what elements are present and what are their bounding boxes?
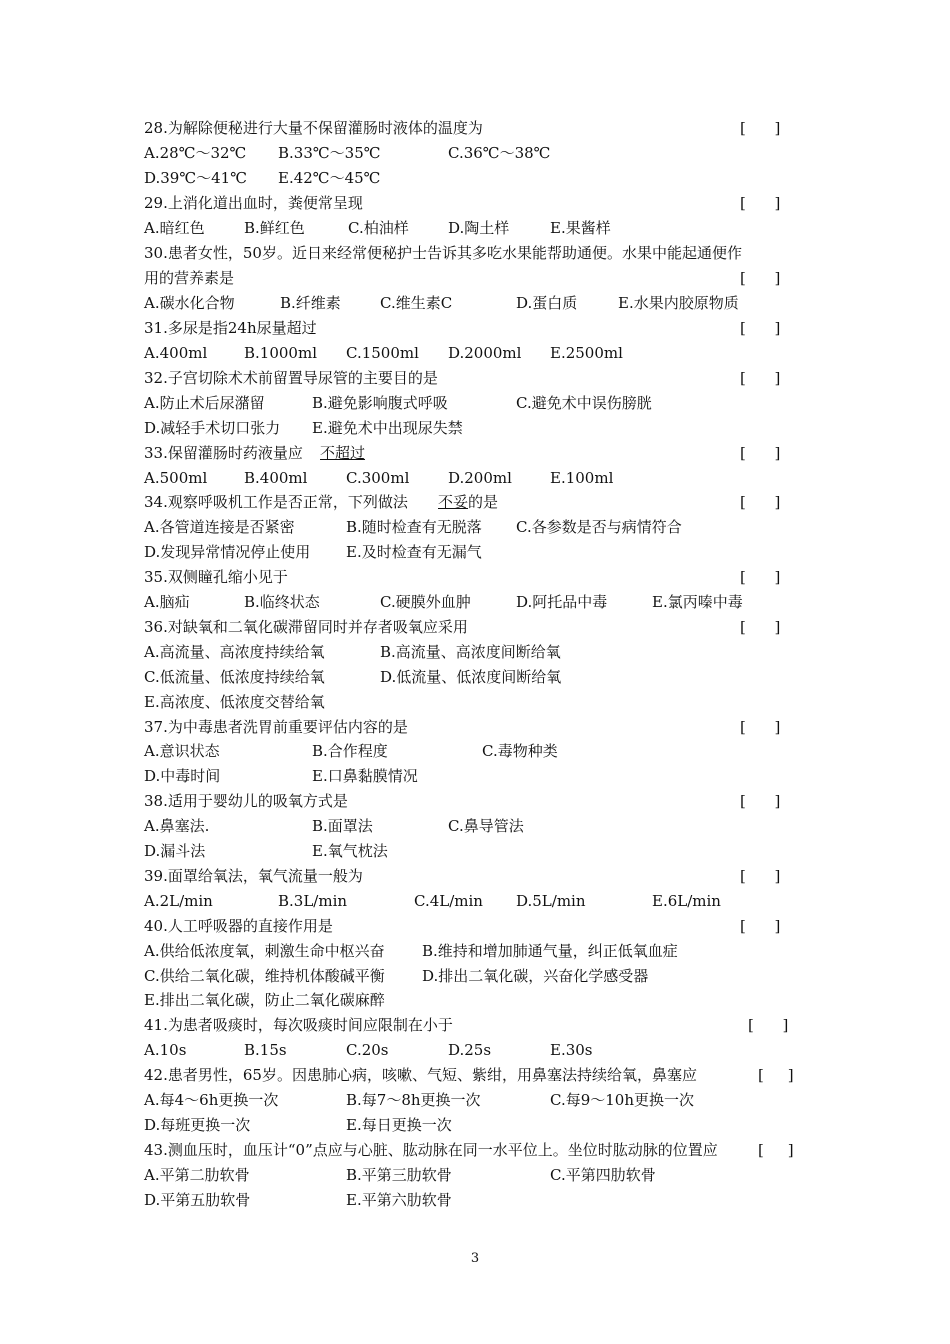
option: C.柏油样 bbox=[348, 219, 409, 237]
answer-bracket: [ ] bbox=[740, 867, 781, 885]
option: B.33℃～35℃ bbox=[278, 144, 381, 162]
option: E.避免术中出现尿失禁 bbox=[312, 419, 463, 437]
option: A.500ml bbox=[144, 469, 208, 487]
emphasis-underline: 不超过 bbox=[320, 444, 366, 462]
option: B.平第三肋软骨 bbox=[346, 1166, 452, 1184]
option: A.碳水化合物 bbox=[144, 294, 235, 312]
option: C.鼻导管法 bbox=[448, 817, 524, 835]
option: B.高流量、高浓度间断给氧 bbox=[380, 643, 561, 661]
option: B.3L/min bbox=[278, 892, 348, 910]
option: A.防止术后尿潴留 bbox=[144, 394, 265, 412]
option: E.果酱样 bbox=[550, 219, 611, 237]
option: C.每9～10h更换一次 bbox=[550, 1091, 695, 1109]
option: E.水果内胶原物质 bbox=[618, 294, 739, 312]
option: D.减轻手术切口张力 bbox=[144, 419, 281, 437]
option: D.每班更换一次 bbox=[144, 1116, 251, 1134]
option: B.400ml bbox=[244, 469, 308, 487]
option: B.每7～8h更换一次 bbox=[346, 1091, 481, 1109]
option: D.蛋白质 bbox=[516, 294, 578, 312]
answer-bracket: [ ] bbox=[758, 1066, 794, 1084]
option: C.低流量、低浓度持续给氧 bbox=[144, 668, 325, 686]
answer-bracket: [ ] bbox=[748, 1016, 789, 1034]
option: C.各参数是否与病情符合 bbox=[516, 518, 682, 536]
option: C.硬膜外血肿 bbox=[380, 593, 471, 611]
option: A.2L/min bbox=[144, 892, 213, 910]
option: B.纤维素 bbox=[280, 294, 341, 312]
option: E.及时检查有无漏气 bbox=[346, 543, 482, 561]
option: D.5L/min bbox=[516, 892, 586, 910]
option: A.平第二肋软骨 bbox=[144, 1166, 250, 1184]
option: B.避免影响腹式呼吸 bbox=[312, 394, 448, 412]
answer-bracket: [ ] bbox=[740, 194, 781, 212]
option: D.阿托品中毒 bbox=[516, 593, 608, 611]
option: C.1500ml bbox=[346, 344, 419, 362]
option: C.平第四肋软骨 bbox=[550, 1166, 656, 1184]
answer-bracket: [ ] bbox=[740, 493, 781, 511]
option: D.25s bbox=[448, 1041, 492, 1059]
option: A.10s bbox=[144, 1041, 187, 1059]
option: D.平第五肋软骨 bbox=[144, 1191, 251, 1209]
option: E.42℃～45℃ bbox=[278, 169, 381, 187]
option: D.发现异常情况停止使用 bbox=[144, 543, 311, 561]
option: C.4L/min bbox=[414, 892, 483, 910]
option: B.鲜红色 bbox=[244, 219, 305, 237]
option: A.意识状态 bbox=[144, 742, 220, 760]
option: A.高流量、高浓度持续给氧 bbox=[144, 643, 325, 661]
option: D.中毒时间 bbox=[144, 767, 221, 785]
answer-bracket: [ ] bbox=[740, 568, 781, 586]
answer-bracket: [ ] bbox=[740, 792, 781, 810]
option: B.随时检查有无脱落 bbox=[346, 518, 482, 536]
option: D.低流量、低浓度间断给氧 bbox=[380, 668, 562, 686]
option: A.暗红色 bbox=[144, 219, 205, 237]
option: E.100ml bbox=[550, 469, 614, 487]
option: A.脑疝 bbox=[144, 593, 190, 611]
option: E.排出二氧化碳，防止二氧化碳麻醉 bbox=[144, 991, 385, 1009]
option: B.临终状态 bbox=[244, 593, 320, 611]
option: E.30s bbox=[550, 1041, 593, 1059]
option: C.36℃～38℃ bbox=[448, 144, 551, 162]
answer-bracket: [ ] bbox=[740, 917, 781, 935]
answer-bracket: [ ] bbox=[740, 718, 781, 736]
option: B.1000ml bbox=[244, 344, 317, 362]
option: A.鼻塞法. bbox=[144, 817, 210, 835]
option: A.供给低浓度氧，刺激生命中枢兴奋 bbox=[144, 942, 385, 960]
option: B.15s bbox=[244, 1041, 287, 1059]
option: B.合作程度 bbox=[312, 742, 388, 760]
option: C.维生素C bbox=[380, 294, 453, 312]
option: A.每4～6h更换一次 bbox=[144, 1091, 279, 1109]
answer-bracket: [ ] bbox=[740, 369, 781, 387]
option: E.2500ml bbox=[550, 344, 623, 362]
option: C.20s bbox=[346, 1041, 389, 1059]
option: D.39℃～41℃ bbox=[144, 169, 247, 187]
option: D.200ml bbox=[448, 469, 512, 487]
answer-bracket: [ ] bbox=[740, 618, 781, 636]
option: E.平第六肋软骨 bbox=[346, 1191, 452, 1209]
option: E.高浓度、低浓度交替给氧 bbox=[144, 693, 325, 711]
exam-page: 28.为解除便秘进行大量不保留灌肠时液体的温度为 [ ] A.28℃～32℃ B.33℃～35℃ C.36℃～38℃ D.39℃～41℃ E.42℃～45℃ 29.上消化道出血时，粪便常呈现 [ ] A.暗红色 B.鲜红色 C.柏油样 D.陶土样 E.果酱样 30.患者女性，50岁。近日来经常便秘护士告诉其多吃水果能帮助通便。水果中能起通便作 用的营养素是 [ ] A.碳水化合物 B.纤维素 C.维生素C D.蛋白质 E.水果内胶原物质 31.多尿是指24h尿量超过 [ ] A.400ml B.1000ml C.1500ml D.2000ml E.2500ml 32.子宫切除术术前留置导尿管的主要目的是 [ ] A.防止术后尿潴留 B.避免影响腹式呼吸 C.避免术中误伤膀胱 D.减轻手术切口张力 E.避免术中出现尿失禁 33.保留灌肠时药液量应 不超过 [ ] A.500ml B.400ml C.300ml D.200ml E.100ml 34.观察呼吸机工作是否正常，下列做法 不妥 的是 [ ] A.各管道连接是否紧密 B.随时检查有无脱落 C.各参数是否与病情符合 D.发现异常情况停止使用 E.及时检查有无漏气 35.双侧瞳孔缩小见于 [ ] A.脑疝 B.临终状态 C.硬膜外血肿 D.阿托品中毒 E.氯丙嗪中毒 36.对缺氧和二氧化碳滞留同时并存者吸氧应采用 [ ] A.高流量、高浓度持续给氧 B.高流量、高浓度间断给氧 C.低流量、低浓度持续给氧 D.低流量、低浓度间断给氧 E.高浓度、低浓度交替给氧 37.为中毒患者洗胃前重要评估内容的是 [ ] A.意识状态 B.合作程度 C.毒物种类 D.中毒时间 E.口鼻黏膜情况 38.适用于婴幼儿的吸氧方式是 [ ] A.鼻塞法. B.面罩法 C.鼻导管法 D.漏斗法 E.氧气枕法 39.面罩给氧法，氧气流量一般为 [ ] A.2L/min B.3L/min C.4L/min D.5L/min E.6L/min 40.人工呼吸器的直接作用是 [ ] A.供给低浓度氧，刺激生命中枢兴奋 B.维持和增加肺通气量，纠正低氧血症 C.供给二氧化碳，维持机体酸碱平衡 D.排出二氧化碳，兴奋化学感受器 E.排出二氧化碳，防止二氧化碳麻醉 41.为患者吸痰时，每次吸痰时间应限制在小于 [ ] A.10s B.15s C.20s D.25s E.30s 42.患者男性，65岁。因患肺心病，咳嗽、气短、紫绀，用鼻塞法持续给氧，鼻塞应 [ ] A.每4～6h更换一次 B.每7～8h更换一次 C.每9～10h更换一次 D.每班更换一次 E.每日更换一次 43.测血压时，血压计“0”点应与心脏、肱动脉在同一水平位上。坐位时肱动脉的位置应 [ ] A.平第二肋软骨 B.平第三肋软骨 C.平第四肋软骨 D.平第五肋软骨 E.平第六肋软骨 3 bbox=[0, 0, 950, 1344]
option: B.维持和增加肺通气量，纠正低氧血症 bbox=[422, 942, 678, 960]
option: D.陶土样 bbox=[448, 219, 510, 237]
option: A.各管道连接是否紧密 bbox=[144, 518, 295, 536]
option: E.口鼻黏膜情况 bbox=[312, 767, 418, 785]
option: C.避免术中误伤膀胱 bbox=[516, 394, 652, 412]
answer-bracket: [ ] bbox=[740, 319, 781, 337]
answer-bracket: [ ] bbox=[740, 269, 781, 287]
page-number: 3 bbox=[470, 1251, 480, 1266]
answer-bracket: [ ] bbox=[740, 444, 781, 462]
answer-bracket: [ ] bbox=[740, 119, 781, 137]
option: D.2000ml bbox=[448, 344, 522, 362]
option: A.28℃～32℃ bbox=[144, 144, 247, 162]
answer-bracket: [ ] bbox=[758, 1141, 794, 1159]
option: C.毒物种类 bbox=[482, 742, 558, 760]
option: C.300ml bbox=[346, 469, 410, 487]
option: E.6L/min bbox=[652, 892, 721, 910]
option: A.400ml bbox=[144, 344, 208, 362]
option: E.每日更换一次 bbox=[346, 1116, 452, 1134]
option: E.氧气枕法 bbox=[312, 842, 388, 860]
option: D.排出二氧化碳，兴奋化学感受器 bbox=[422, 967, 649, 985]
option: D.漏斗法 bbox=[144, 842, 206, 860]
option: E.氯丙嗪中毒 bbox=[652, 593, 743, 611]
option: C.供给二氧化碳，维持机体酸碱平衡 bbox=[144, 967, 385, 985]
emphasis-underline: 不妥 bbox=[438, 493, 469, 511]
option: B.面罩法 bbox=[312, 817, 373, 835]
